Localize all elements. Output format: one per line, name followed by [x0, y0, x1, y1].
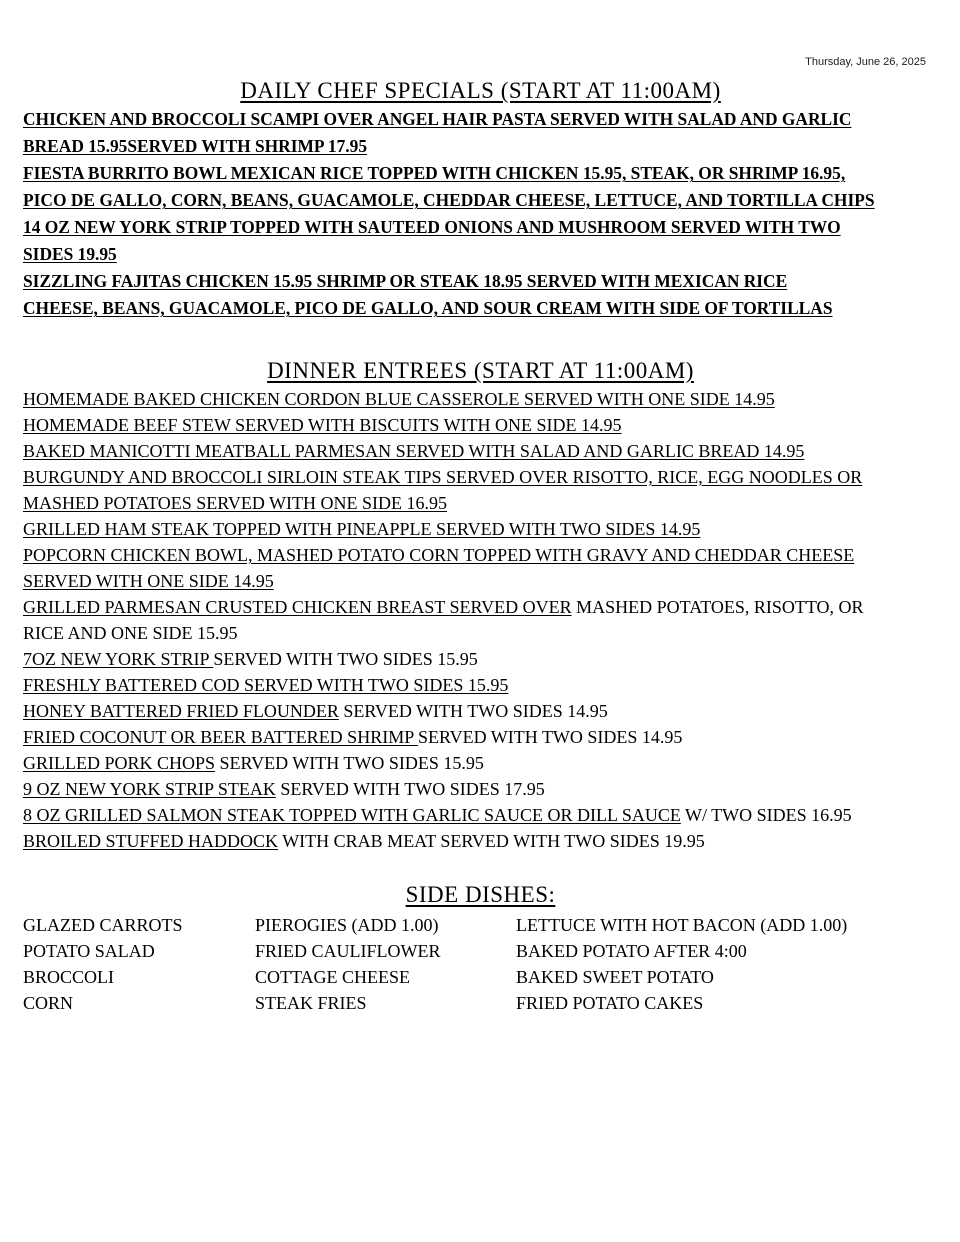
side-dish: BAKED POTATO AFTER 4:00 [516, 941, 747, 961]
side-dish: FRIED POTATO CAKES [516, 993, 704, 1013]
section-gap [23, 854, 938, 880]
entree-underlined: GRILLED PORK CHOPS [23, 753, 216, 773]
section-gap [23, 322, 938, 356]
entree-underlined: FRIED COCONUT OR BEER BATTERED SHRIMP [23, 727, 419, 747]
entree-line [23, 490, 938, 516]
entree-underlined: HOMEMADE BEEF STEW SERVED WITH BISCUITS WITH ONE SIDE 14.95 [23, 415, 622, 435]
entree-plain: WITH CRAB MEAT SERVED WITH TWO SIDES 19.95 [278, 831, 705, 851]
entree-line [23, 620, 938, 646]
entree-underlined: GRILLED PARMESAN CRUSTED CHICKEN BREAST SERVED OVER [23, 597, 572, 617]
entree-line [23, 828, 938, 854]
entree-underlined: HONEY BATTERED FRIED FLOUNDER [23, 701, 339, 721]
entree-plain: SERVED WITH TWO SIDES 15.95 [215, 753, 484, 773]
side-dish: BAKED SWEET POTATO [516, 967, 714, 987]
specials-line: SIZZLING FAJITAS CHICKEN 15.95 SHRIMP OR STEAK 18.95 SERVED WITH MEXICAN RICE [23, 271, 788, 291]
menu-content [23, 76, 938, 1016]
entree-underlined: POPCORN CHICKEN BOWL, MASHED POTATO CORN TOPPED WITH GRAVY AND CHEDDAR CHEESE [23, 545, 855, 565]
entree-underlined: MASHED POTATOES SERVED WITH ONE SIDE 16.95 [23, 493, 447, 513]
entree-plain: SERVED WITH TWO SIDES 14.95 [338, 701, 608, 721]
entree-underlined: HOMEMADE BAKED CHICKEN CORDON BLUE CASSEROLE SERVED WITH ONE SIDE 14.95 [23, 389, 775, 409]
entree-plain: RICE AND ONE SIDE 15.95 [23, 623, 238, 643]
entree-line [23, 776, 938, 802]
specials-line: 14 OZ NEW YORK STRIP TOPPED WITH SAUTEED ONIONS AND MUSHROOM SERVED WITH TWO [23, 217, 841, 237]
specials-line: BREAD 15.95SERVED WITH SHRIMP 17.95 [23, 136, 368, 156]
entree-underlined: BURGUNDY AND BROCCOLI SIRLOIN STEAK TIPS SERVED OVER RISOTTO, RICE, EGG NOODLES OR [23, 467, 863, 487]
entree-line [23, 750, 938, 776]
entree-line [23, 568, 938, 594]
entree-line [23, 724, 938, 750]
entree-underlined: GRILLED HAM STEAK TOPPED WITH PINEAPPLE SERVED WITH TWO SIDES 14.95 [23, 519, 701, 539]
entree-line [23, 646, 938, 672]
menu-date: Thursday, June 26, 2025 [805, 56, 926, 68]
entree-underlined: 7OZ NEW YORK STRIP [23, 649, 214, 669]
entree-line [23, 412, 938, 438]
entree-plain: MASHED POTATOES, RISOTTO, OR [571, 597, 864, 617]
entrees-list [23, 386, 938, 854]
specials-line: FIESTA BURRITO BOWL MEXICAN RICE TOPPED WITH CHICKEN 15.95, STEAK, OR SHRIMP 16.95, [23, 163, 846, 183]
entree-line [23, 542, 938, 568]
side-dish: GLAZED CARROTS [23, 915, 183, 935]
entree-plain: SERVED WITH TWO SIDES 17.95 [275, 779, 545, 799]
specials-line: SIDES 19.95 [23, 244, 117, 264]
entree-line [23, 698, 938, 724]
entree-plain: SERVED WITH TWO SIDES 14.95 [418, 727, 683, 747]
specials-line: CHEESE, BEANS, GUACAMOLE, PICO DE GALLO, AND SOUR CREAM WITH SIDE OF TORTILLAS [23, 298, 833, 318]
specials-line: PICO DE GALLO, CORN, BEANS, GUACAMOLE, CHEDDAR CHEESE, LETTUCE, AND TORTILLA CHIPS [23, 190, 875, 210]
entree-line [23, 386, 938, 412]
entree-line [23, 594, 938, 620]
entree-underlined: BAKED MANICOTTI MEATBALL PARMESAN SERVED WITH SALAD AND GARLIC BREAD 14.95 [23, 441, 805, 461]
entree-plain: W/ TWO SIDES 16.95 [680, 805, 852, 825]
specials-title: DAILY CHEF SPECIALS (START AT 11:00AM) [240, 78, 721, 103]
side-dish: STEAK FRIES [255, 993, 367, 1013]
specials-line: CHICKEN AND BROCCOLI SCAMPI OVER ANGEL HAIR PASTA SERVED WITH SALAD AND GARLIC [23, 109, 852, 129]
side-dish: POTATO SALAD [23, 941, 155, 961]
entree-underlined: 9 OZ NEW YORK STRIP STEAK [23, 779, 276, 799]
entree-line [23, 802, 938, 828]
entree-underlined: FRESHLY BATTERED COD SERVED WITH TWO SIDES 15.95 [23, 675, 509, 695]
specials-list [23, 106, 938, 322]
entree-plain: SERVED WITH TWO SIDES 15.95 [213, 649, 478, 669]
side-dish: PIEROGIES (ADD 1.00) [255, 915, 439, 935]
sides-grid [23, 912, 938, 1016]
entree-line [23, 438, 938, 464]
entree-underlined: SERVED WITH ONE SIDE 14.95 [23, 571, 274, 591]
entree-underlined: BROILED STUFFED HADDOCK [23, 831, 279, 851]
sides-title: SIDE DISHES: [405, 882, 556, 907]
side-dish: CORN [23, 993, 74, 1013]
entree-line [23, 464, 938, 490]
entree-line [23, 672, 938, 698]
side-dish: BROCCOLI [23, 967, 115, 987]
side-dish: LETTUCE WITH HOT BACON (ADD 1.00) [516, 915, 848, 935]
side-dish: FRIED CAULIFLOWER [255, 941, 441, 961]
entree-line [23, 516, 938, 542]
side-dish: COTTAGE CHEESE [255, 967, 411, 987]
entree-underlined: 8 OZ GRILLED SALMON STEAK TOPPED WITH GARLIC SAUCE OR DILL SAUCE [23, 805, 681, 825]
entrees-title: DINNER ENTREES (START AT 11:00AM) [267, 358, 694, 383]
